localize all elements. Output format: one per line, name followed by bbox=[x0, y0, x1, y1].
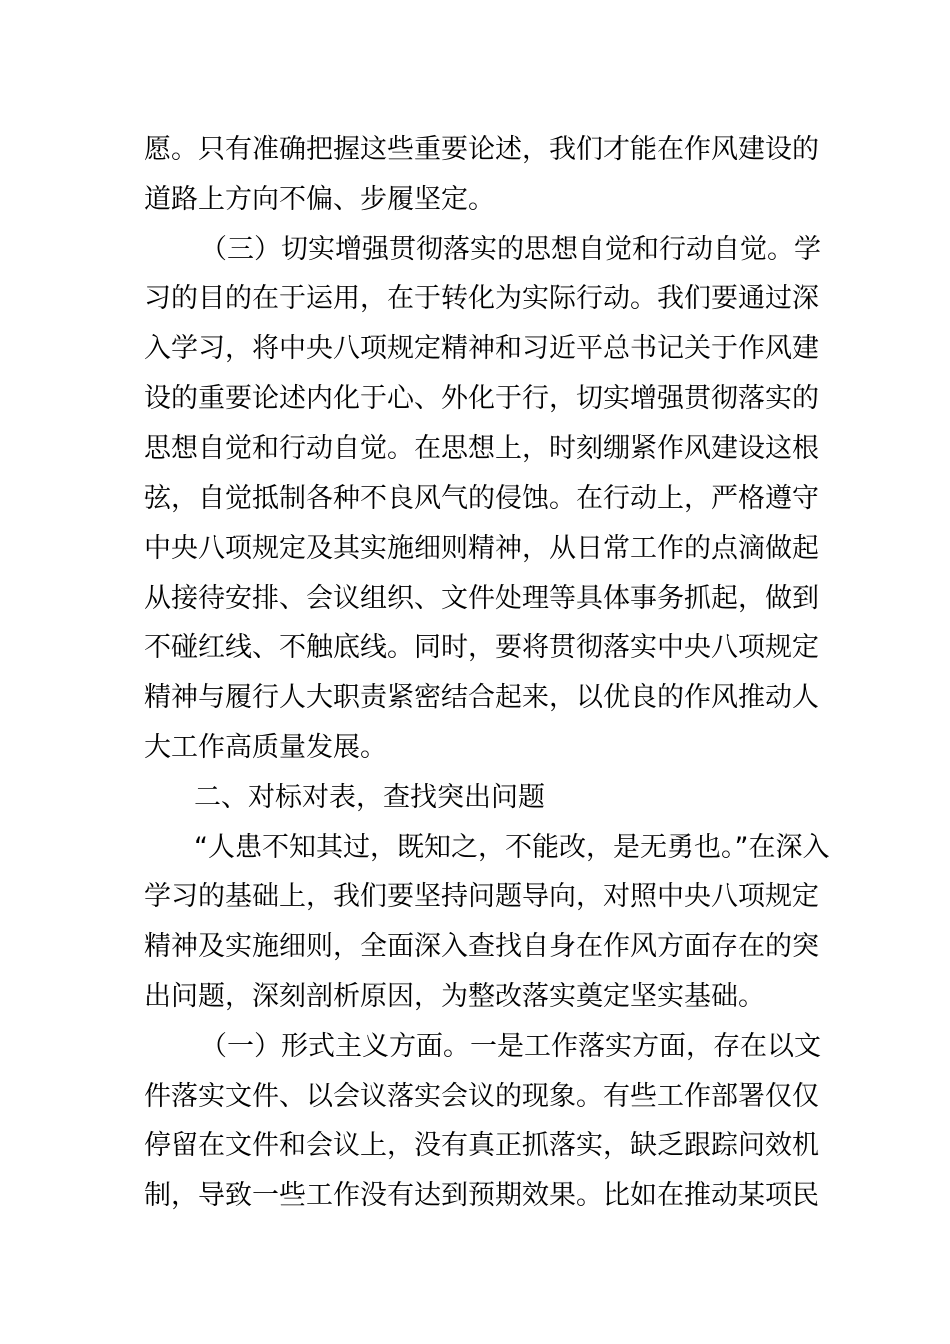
text-line-2: 道路上方向不偏、步履坚定。 bbox=[144, 184, 495, 215]
text-line-9: 中央八项规定及其实施细则精神，从日常工作的点滴做起 bbox=[144, 533, 819, 564]
text-line-15: “人患不知其过，既知之，不能改，是无勇也。”在深入 bbox=[194, 832, 830, 863]
text-line-6: 设的重要论述内化于心、外化于行，切实增强贯彻落实的 bbox=[144, 383, 819, 414]
text-line-13: 大工作高质量发展。 bbox=[144, 732, 387, 763]
text-line-10: 从接待安排、会议组织、文件处理等具体事务抓起，做到 bbox=[144, 583, 819, 614]
text-line-16: 学习的基础上，我们要坚持问题导向，对照中央八项规定 bbox=[144, 881, 819, 912]
text-line-19: （一）形式主义方面。一是工作落实方面，存在以文 bbox=[200, 1031, 821, 1062]
text-line-22: 制，导致一些工作没有达到预期效果。比如在推动某项民 bbox=[144, 1180, 819, 1211]
text-line-7: 思想自觉和行动自觉。在思想上，时刻绷紧作风建设这根 bbox=[144, 433, 819, 464]
text-line-4: 习的目的在于运用，在于转化为实际行动。我们要通过深 bbox=[144, 283, 819, 314]
text-line-11: 不碰红线、不触底线。同时，要将贯彻落实中央八项规定 bbox=[144, 632, 819, 663]
section-heading: 二、对标对表，查找突出问题 bbox=[194, 782, 545, 813]
text-line-21: 停留在文件和会议上，没有真正抓落实，缺乏跟踪问效机 bbox=[144, 1130, 819, 1161]
text-line-8: 弦，自觉抵制各种不良风气的侵蚀。在行动上，严格遵守 bbox=[144, 483, 819, 514]
text-line-18: 出问题，深刻剖析原因，为整改落实奠定坚实基础。 bbox=[144, 981, 765, 1012]
text-line-5: 入学习，将中央八项规定精神和习近平总书记关于作风建 bbox=[144, 333, 819, 364]
text-line-1: 愿。只有准确把握这些重要论述，我们才能在作风建设的 bbox=[144, 134, 819, 165]
text-line-12: 精神与履行人大职责紧密结合起来，以优良的作风推动人 bbox=[144, 682, 819, 713]
text-line-3: （三）切实增强贯彻落实的思想自觉和行动自觉。学 bbox=[200, 234, 821, 265]
text-line-17: 精神及实施细则，全面深入查找自身在作风方面存在的突 bbox=[144, 931, 819, 962]
text-line-20: 件落实文件、以会议落实会议的现象。有些工作部署仅仅 bbox=[144, 1081, 819, 1112]
